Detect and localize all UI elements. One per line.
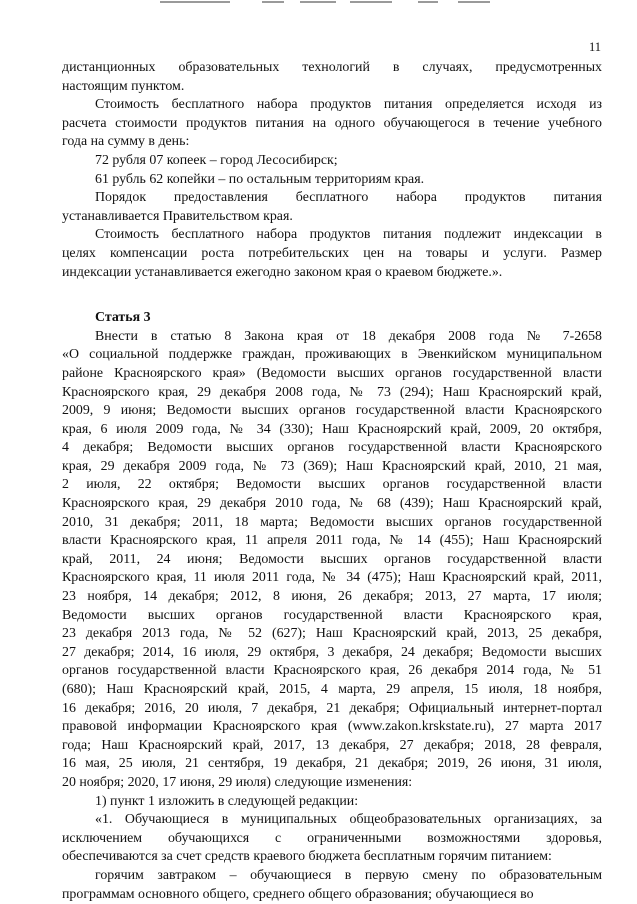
text-line: устанавливается Правительством края. — [62, 208, 293, 224]
paragraph — [62, 328, 602, 793]
scan-edge-marks — [0, 0, 637, 8]
text-line: Внести в статью 8 Закона края от 18 декабря 2008 года № 7-2658 — [95, 328, 602, 344]
text-line: года на сумму в день: — [62, 134, 190, 150]
text-line: 2009, 9 июня; Ведомости высших органов государственной власти Красноярского — [62, 403, 602, 419]
page-number: 11 — [588, 40, 601, 54]
text-line: расчета стоимости продуктов питания на одного обучающегося в течение учебного — [62, 115, 602, 131]
text-line: «О социальной поддержке граждан, проживающих в Эвенкийском муниципальном — [62, 347, 602, 363]
text-line: 2010, 31 декабря; 2011, 18 марта; Ведомости высших органов государственной — [62, 514, 602, 530]
text-line: Ведомости высших органов государственной власти Красноярского края, — [62, 607, 602, 623]
text-line: (680); Наш Красноярский край, 2015, 4 марта, 29 апреля, 15 июля, 18 ноября, — [62, 682, 602, 697]
text-line: «1. Обучающиеся в муниципальных общеобразовательных организациях, за — [95, 812, 602, 828]
text-line: дистанционных образовательных технологий в случаях, предусмотренных — [62, 60, 602, 75]
text-line: органов государственной власти Красноярского края, 26 декабря 2014 года, № 51 — [62, 663, 602, 679]
text-line: 61 рубль 62 копейки – по остальным территориям края. — [95, 171, 425, 187]
text-line: край, 2011, 24 июня; Ведомости высших органов государственной власти — [62, 551, 602, 567]
article-heading: Статья 3 — [95, 310, 151, 326]
text-line: индексации устанавливается ежегодно законом края о краевом бюджете.». — [62, 264, 503, 280]
paragraph — [62, 59, 602, 96]
text-line: края, 6 июля 2009 года, № 34 (330); Наш Красноярский край, 2009, 20 октября, — [62, 421, 602, 437]
text-line: Красноярского края, 29 декабря 2008 года, № 73 (294); Наш Красноярский край, — [62, 384, 602, 400]
text-line: 27 декабря; 2014, 16 июля, 29 октября, 3 декабря, 24 декабря; Ведомости высших — [62, 644, 602, 660]
text-line: целях компенсации роста потребительских цен на товары и услуги. Размер — [62, 245, 602, 261]
paragraph — [62, 171, 602, 190]
paragraph — [62, 793, 602, 812]
text-line: Красноярского края, 11 июля 2011 года, № 34 (475); Наш Красноярский край, 2011, — [62, 570, 602, 586]
text-line: 2 июля, 22 октября; Ведомости высших органов государственной власти — [62, 477, 602, 493]
section-gap — [62, 282, 602, 309]
text-line: 16 мая, 25 июля, 21 сентября, 19 декабря, 21 декабря; 2019, 26 июня, 31 июля, — [62, 756, 602, 772]
text-line: 23 ноября, 14 декабря; 2012, 8 июня, 26 декабря; 2013, 27 марта, 17 июля; — [62, 589, 602, 605]
paragraph — [62, 189, 602, 226]
text-line: 20 ноября; 2020, 17 июня, 29 июля) следующие изменения: — [62, 774, 413, 790]
article-3-paragraphs — [62, 328, 602, 904]
text-line: года; Наш Красноярский край, 2017, 13 декабря, 27 декабря; 2018, 28 февраля, — [62, 737, 602, 753]
text-line: Красноярского края, 29 декабря 2010 года, № 68 (439); Наш Красноярский край, — [62, 496, 602, 512]
paragraph — [62, 867, 602, 904]
text-line: Порядок предоставления бесплатного набора продуктов питания — [95, 190, 602, 206]
paragraph — [62, 226, 602, 282]
text-line: 1) пункт 1 изложить в следующей редакции: — [95, 793, 359, 809]
paragraph — [62, 96, 602, 152]
text-line: 4 декабря; Ведомости высших органов государственной власти Красноярского — [62, 440, 602, 456]
text-line: районе Красноярского края» (Ведомости высших органов государственной власти — [62, 365, 602, 381]
text-line: обеспечиваются за счет средств краевого бюджета бесплатным горячим питанием: — [62, 849, 552, 865]
paragraphs-before-article — [62, 59, 602, 282]
paragraph — [62, 811, 602, 867]
text-line: 16 декабря; 2016, 20 июля, 7 декабря, 21 декабря; Официальный интернет-портал — [62, 700, 602, 716]
text-line: программам основного общего, среднего общего образования; обучающиеся во — [62, 886, 534, 902]
text-line: правовой информации Красноярского края (www.zakon.krskstate.ru), 27 марта 2017 — [62, 719, 602, 735]
text-line: Стоимость бесплатного набора продуктов питания определяется исходя из — [95, 97, 602, 113]
text-line: власти Красноярского края, 11 апреля 2011 года, № 14 (455); Наш Красноярский — [62, 533, 602, 549]
text-line: 23 декабря 2013 года, № 52 (627); Наш Красноярский край, 2013, 25 декабря, — [62, 626, 602, 642]
paragraph — [62, 152, 602, 171]
text-line: края, 29 декабря 2009 года, № 73 (369); Наш Красноярский край, 2010, 21 мая, — [62, 458, 602, 474]
text-line: настоящим пунктом. — [62, 78, 185, 94]
text-line: исключением обучающихся с ограниченными возможностями здоровья, — [62, 830, 602, 846]
text-line: Стоимость бесплатного набора продуктов питания подлежит индексации в — [95, 227, 602, 243]
text-line: 72 рубля 07 копеек – город Лесосибирск; — [95, 152, 338, 168]
text-line: горячим завтраком – обучающиеся в первую смену по образовательным — [95, 867, 602, 883]
document-body — [62, 59, 602, 904]
